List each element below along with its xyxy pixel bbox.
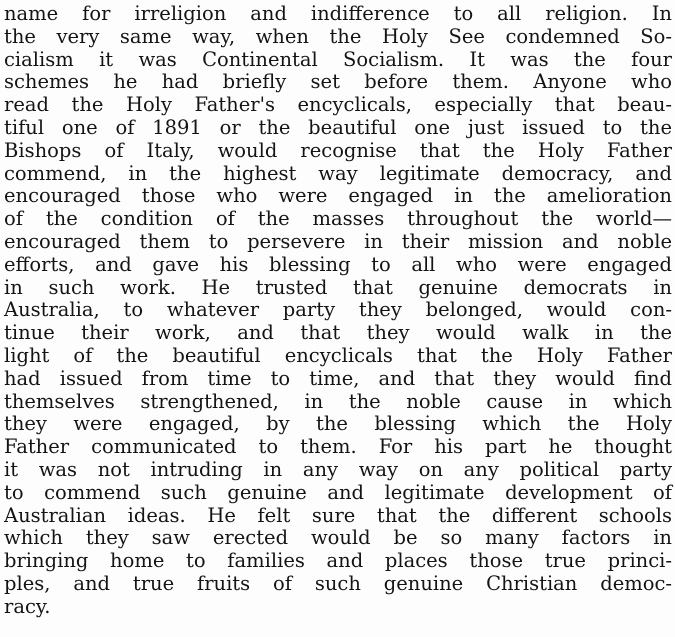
article-line-20: Father communicated to them. For his part he thought — [4, 435, 672, 459]
article-line-3: cialism it was Continental Socialism. It was the four — [4, 47, 672, 71]
article-line-9: encouraged those who were engaged in the amelioration — [4, 184, 672, 208]
article-line-4: schemes he had briefly set before them. Anyone who — [4, 70, 672, 94]
article-line-27: racy. — [4, 594, 51, 618]
article-line-10: of the condition of the masses throughout the world— — [4, 207, 672, 231]
article-line-25: bringing home to families and places those true princi- — [4, 549, 672, 573]
article-line-19: they were engaged, by the blessing which the Holy — [4, 412, 672, 436]
article-line-11: encouraged them to persevere in their mission and noble — [4, 229, 672, 253]
article-line-1: name for irreligion and indifference to all religion. In — [4, 2, 672, 25]
article-line-12: efforts, and gave his blessing to all who were engaged — [4, 252, 672, 276]
article-line-5: read the Holy Father's encyclicals, especially that beau- — [4, 93, 672, 117]
article-line-15: tinue their work, and that they would walk in the — [4, 321, 672, 345]
article-line-16: light of the beautiful encyclicals that the Holy Father — [4, 343, 672, 367]
article-line-24: which they saw erected would be so many factors in — [4, 526, 672, 550]
article-line-22: to commend such genuine and legitimate development of — [4, 480, 672, 504]
article-line-2: the very same way, when the Holy See condemned So- — [4, 24, 672, 48]
article-text-column — [4, 3, 672, 619]
article-line-13: in such work. He trusted that genuine democrats in — [4, 275, 672, 299]
article-line-6: tiful one of 1891 or the beautiful one just issued to the — [4, 115, 672, 139]
article-line-26: ples, and true fruits of such genuine Christian democ- — [4, 571, 672, 595]
article-line-7: Bishops of Italy, would recognise that the Holy Father — [4, 138, 672, 162]
article-line-8: commend, in the highest way legitimate democracy, and — [4, 161, 672, 185]
article-line-14: Australia, to whatever party they belonged, would con- — [4, 298, 672, 322]
article-line-23: Australian ideas. He felt sure that the different schools — [4, 503, 672, 527]
article-line-17: had issued from time to time, and that they would find — [4, 366, 672, 390]
article-line-18: themselves strengthened, in the noble cause in which — [4, 389, 672, 413]
article-line-21: it was not intruding in any way on any political party — [4, 457, 672, 481]
